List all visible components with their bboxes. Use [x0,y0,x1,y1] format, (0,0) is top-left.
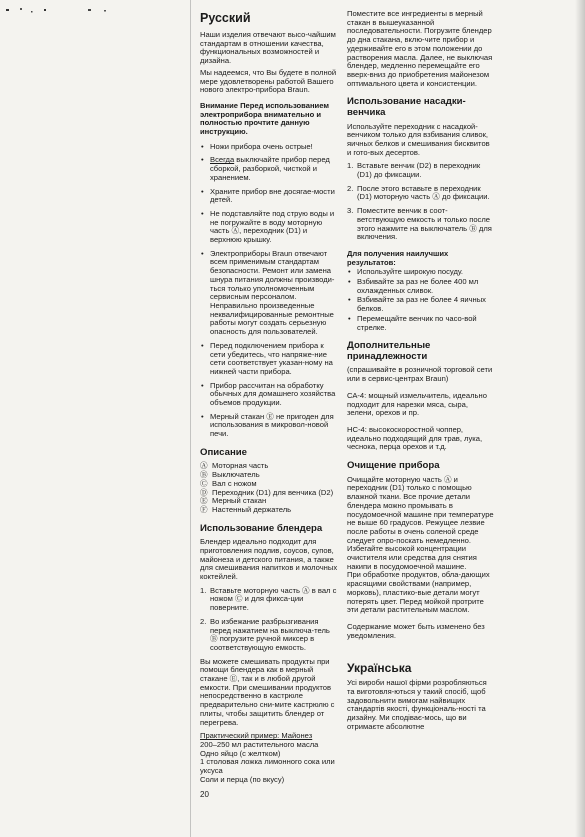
best-results-item: • Перемещайте венчик по часо-вой стрелке. [347,315,494,332]
best-results-list [347,268,494,332]
example-line: Соли и перца (по вкусу) [200,774,285,784]
warning-item: • Храните прибор вне досягае-мости детей. [200,188,338,205]
step-text: После этого вставьте в переходник (D1) моторную часть Ⓐ до фиксации. [357,183,490,202]
whisk-intro: Используйте переходник с насадкой-венчиком только для взбивания сливок, яичных белков и смешивания бисквитов и гото-вых десертов. [347,121,490,157]
section-title-ukrainian: Українська [347,661,412,676]
intro-paragraph: Наши изделия отвечают высо-чайшим стандартам в отношении качества, функциональных возможностей и дизайна. [200,30,336,66]
example-label: Практический пример: Майонез [200,731,313,741]
part-label: Выключатель [212,470,260,480]
warning-item: • Мерный стакан Ⓔ не пригоден для использования в микровол-новой печи. [200,413,338,439]
blender-heading: Использование блендера [200,522,323,534]
step-item [347,207,494,242]
step-text: Вставьте венчик (D2) в переходник (D1) до фиксации. [357,161,481,180]
blender-steps [200,587,338,653]
description-heading: Описание [200,446,247,458]
ukr-intro: Усі вироби нашої фірми розробляються та виготовля-ються у такий спосіб, щоб задовольнити вимогам найвищих стандартів якості, функціональ-ності та дизайну. Ми сподіває-мось, що ви отримаєте абсолютне [347,678,487,731]
warning-heading: Внимание Перед использованием электроприбора внимательно и полностью прочтите данную инструкцию. [200,100,329,137]
warning-item: • Не подставляйте под струю воды и не погружайте в воду моторную часть Ⓐ, переходник (D1) и верхнюю крышку. [200,210,338,245]
whisk-heading: Использование насадки-венчика [347,96,466,118]
parts-list [200,462,338,514]
accessories-note: (спрашивайте в розничной торговой сети или в сервис-центрах Braun) [347,365,493,384]
warning-item: • Перед подключением прибора к сети убедитесь, что напряже-ние сети соответствует указан-ному на нижней части прибора. [200,342,338,377]
warning-item: • Электроприборы Braun отвечают всем применимым стандартам безопасности. Ремонт или замена шнура питания должны производи-ться только уполномоченным сервисным персоналом. Неправильно произведенные неквалифицированные ремонтные работы могут создать серьезную опасность для пользователей. [200,250,338,337]
warning-item: • Прибор рассчитан на обработку обычных для домашнего хозяйства объемов продукции. [200,382,338,408]
step-item [200,618,338,653]
mayo-instructions: Поместите все ингредиенты в мерный стакан в вышеуказанной последовательности. Погрузите блендер до дна стакана, вклю-чите прибор и удерживайте его в этом положении до растворения масла. Далее, не выключая блендер, медленно перемещайте его вверх-вниз до приобретения майонезом оптимального цвета и консистенции. [347,9,493,88]
step-text: Поместите венчик в соот-ветствующую емкость и только после этого нажмите на выключатель Ⓑ для включения. [357,206,492,242]
warning-always: Всегда [210,155,235,165]
part-label: Моторная часть [212,461,269,471]
step-number: 1. [347,161,354,171]
warning-list [200,143,338,439]
blender-note: Вы можете смешивать продукты при помощи блендера как в мерный стакане Ⓔ, так и в любой другой емкости. При смешивании продуктов непосредственно в кастрюле предварительно сни-мите кастрюлю с плиты, чтобы защитить блендер от перегрева. [200,656,335,727]
part-marker: Ⓒ [200,478,208,488]
scan-specks [0,0,120,30]
cleaning-text: Очищайте моторную часть Ⓐ и переходник (D1) только с помощью влажной ткани. Все прочие детали блендера можно промывать в посудомоечной машине при температуре не выше 60 градусов. Режущее лезвие после работы в очень соленой среде следует опро-поскать немедленно. Избегайте высокой концентрации очистителя или средства для снятия накипи в посудомоечной машине. [347,474,494,571]
part-label: Настенный держатель [212,504,292,514]
warning-item: • Ножи прибора очень острые! [200,143,338,152]
step-text: Вставьте моторную часть Ⓐ в вал с ножом Ⓒ и для фикса-ции поверните. [210,585,337,613]
right-column [347,0,494,735]
step-item [200,587,338,613]
part-label: Переходник (D1) для венчика (D2) [212,487,334,497]
best-results-heading: Для получения наилучших результатов: [347,248,449,267]
step-number: 2. [200,616,207,626]
warning-item [200,156,338,182]
best-results-item: • Взбивайте за раз не более 4 яичных белков. [347,296,494,313]
part-marker: Ⓕ [200,504,208,514]
change-notice: Содержание может быть изменено без уведомления. [347,621,485,640]
example-line: 200–250 мл растительного масла [200,740,319,749]
section-title-russian: Русский [200,11,251,25]
part-marker: Ⓔ [200,496,208,506]
accessories-heading: Дополнительные принадлежности [347,340,431,362]
step-text: Во избежание разбрызгивания перед нажатием на выключа-тель Ⓑ погрузите ручной миксер в соответствующую емкость. [210,616,330,652]
step-number: 2. [347,183,354,193]
best-results-item: • Взбивайте за раз не более 400 мл охлажденных сливок. [347,278,494,295]
page-shadow-edge [575,0,585,837]
step-number: 1. [200,585,207,595]
column-rule [190,0,191,837]
part-label: Мерный стакан [212,496,267,506]
cleaning-heading: Очищение прибора [347,460,440,472]
page-number: 20 [200,789,209,799]
part-marker: Ⓑ [200,470,208,480]
whisk-steps [347,162,494,242]
blender-intro: Блендер идеально подходит для приготовления подлив, соусов, супов, майонеза и детского питания, а также для смешивания напитков и молочных коктейлей. [200,537,338,582]
accessory-hc4: НС-4: высокоскоростной чоппер, идеально подходящий для трав, лука, чеснока, перца орехов и т.д. [347,424,483,452]
best-results-item: • Используйте широкую посуду. [347,268,494,277]
left-column [200,0,338,799]
part-item [200,506,338,515]
part-marker: Ⓓ [200,487,208,497]
intro-paragraph: Мы надеемся, что Вы будете в полной мере удовлетворены работой Вашего нового электро-прибора Braun. [200,67,337,95]
part-label: Вал с ножом [212,478,257,488]
step-item [347,185,494,202]
warning-item-text: выключайте прибор перед сборкой, разборкой, чисткой и хранением. [210,155,330,182]
step-item [347,162,494,179]
cleaning-text-2: При обработке продуктов, обла-дающих красящими свойствами (например, морковь), пластико-вые детали могут потерять цвет. Перед мойкой протрите эти детали растительным маслом. [347,570,490,615]
part-marker: Ⓐ [200,461,208,471]
example-line: Одно яйцо (с желтком) [200,748,281,758]
accessory-ca4: СА-4: мощный измельчитель, идеально подходит для нарезки мяса, сыра, зелени, орехов и пр. [347,390,487,418]
step-number: 3. [347,206,354,216]
example-line: 1 столовая ложка лимонного сока или уксуса [200,757,335,776]
